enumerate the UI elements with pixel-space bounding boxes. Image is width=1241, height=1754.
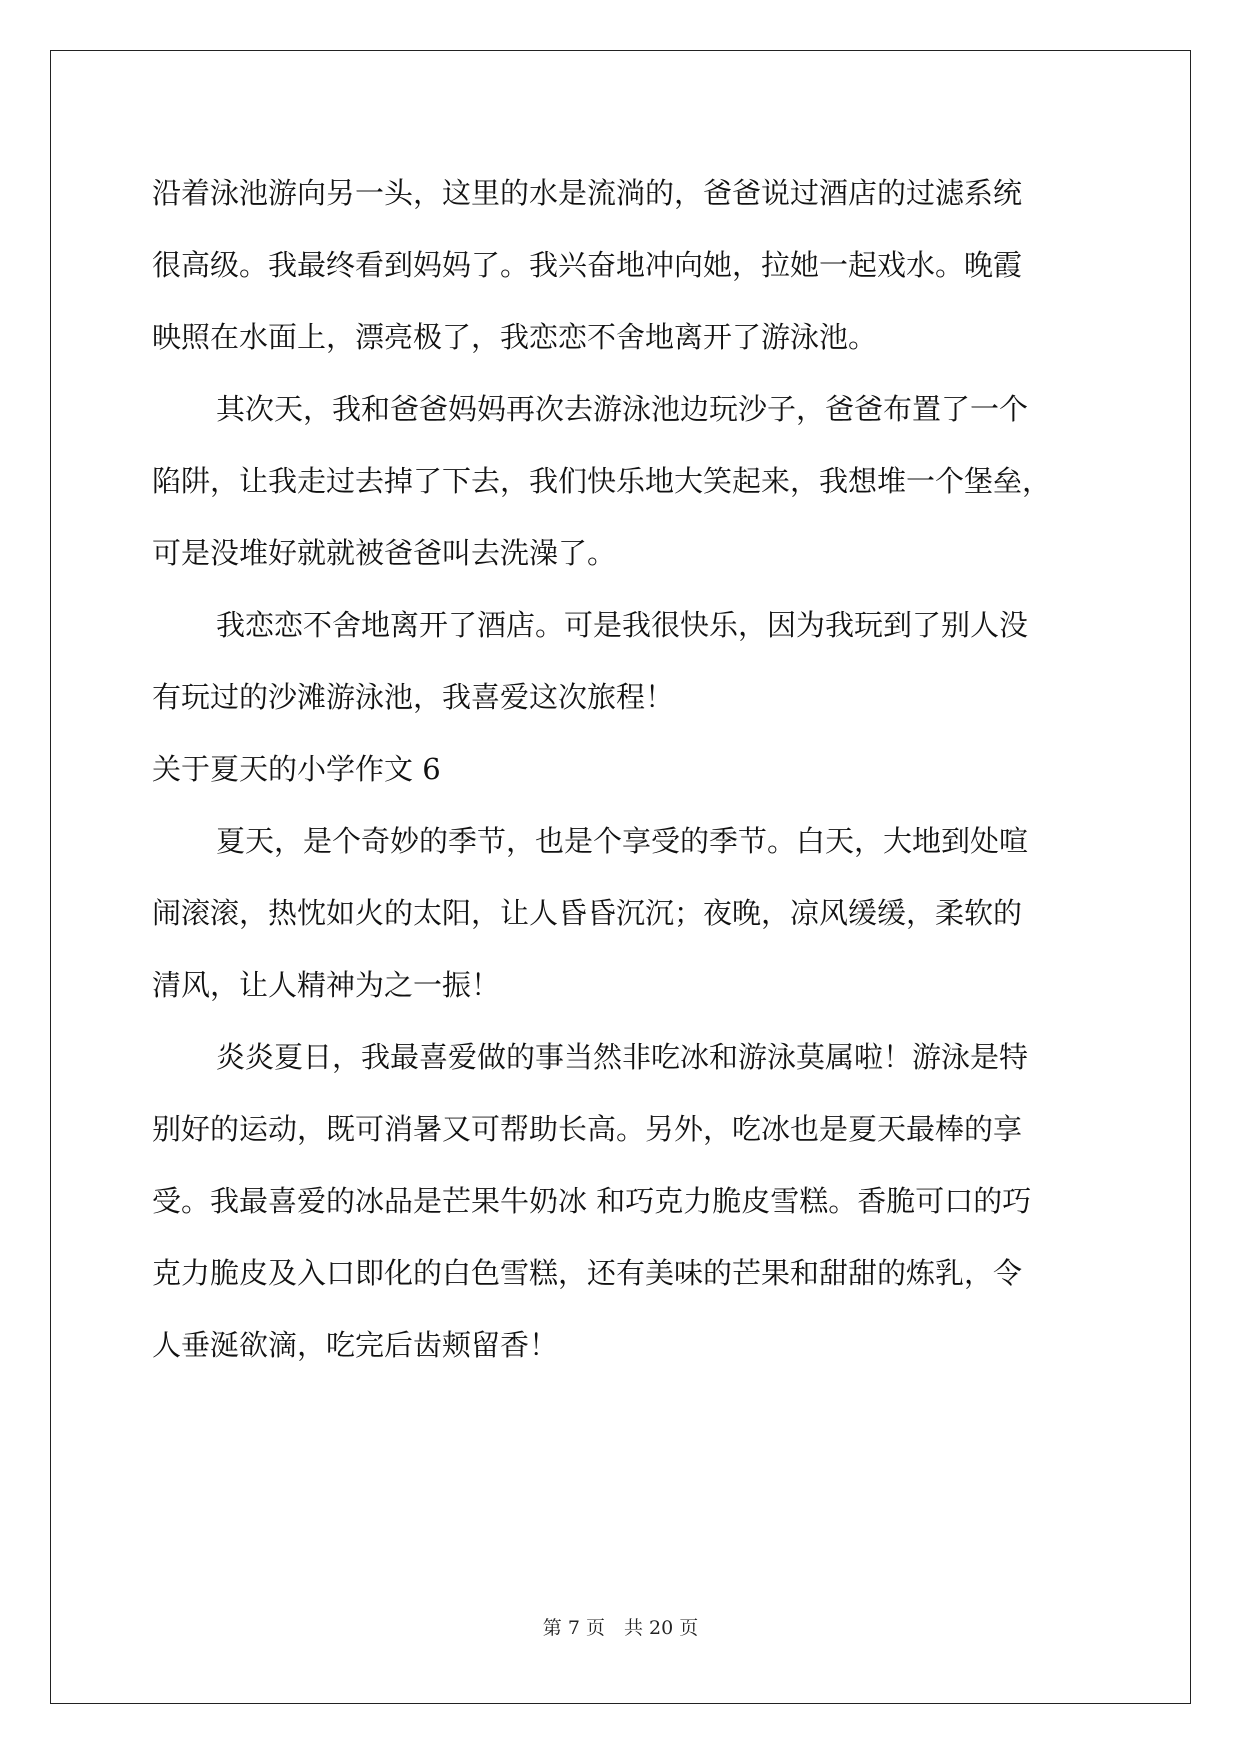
paragraph-line: 炎炎夏日，我最喜爱做的事当然非吃冰和游泳莫属啦！游泳是特 <box>216 1040 1029 1074</box>
paragraph-line: 沿着泳池游向另一头，这里的水是流淌的，爸爸说过酒店的过滤系统 <box>152 176 1023 210</box>
paragraph-line: 其次天，我和爸爸妈妈再次去游泳池边玩沙子，爸爸布置了一个 <box>216 392 1029 426</box>
paragraph-line: 人垂涎欲滴，吃完后齿颊留香！ <box>152 1328 559 1362</box>
paragraph-line: 我恋恋不舍地离开了酒店。可是我很快乐，因为我玩到了别人没 <box>216 608 1029 642</box>
paragraph-line: 克力脆皮及入口即化的白色雪糕，还有美味的芒果和甜甜的炼乳，令 <box>152 1256 1023 1290</box>
paragraph-line: 很高级。我最终看到妈妈了。我兴奋地冲向她，拉她一起戏水。晚霞 <box>152 248 1023 282</box>
section-heading: 关于夏天的小学作文 6 <box>152 752 441 786</box>
paragraph-line: 闹滚滚，热忱如火的太阳，让人昏昏沉沉；夜晚，凉风缓缓，柔软的 <box>152 896 1023 930</box>
paragraph-line: 映照在水面上，漂亮极了，我恋恋不舍地离开了游泳池。 <box>152 320 878 354</box>
page-border <box>50 50 1191 1704</box>
paragraph-line: 别好的运动，既可消暑又可帮助长高。另外，吃冰也是夏天最棒的享 <box>152 1112 1023 1146</box>
paragraph-line: 受。我最喜爱的冰品是芒果牛奶冰 和巧克力脆皮雪糕。香脆可口的巧 <box>152 1184 1032 1218</box>
paragraph-line: 陷阱，让我走过去掉了下去，我们快乐地大笑起来，我想堆一个堡垒， <box>152 464 1052 498</box>
paragraph-line: 可是没堆好就就被爸爸叫去洗澡了。 <box>152 536 617 570</box>
paragraph-line: 夏天，是个奇妙的季节，也是个享受的季节。白天，大地到处喧 <box>216 824 1029 858</box>
page-number-footer: 第 7 页 共 20 页 <box>542 1617 699 1639</box>
paragraph-line: 有玩过的沙滩游泳池，我喜爱这次旅程！ <box>152 680 675 714</box>
paragraph-line: 清风，让人精神为之一振！ <box>152 968 501 1002</box>
